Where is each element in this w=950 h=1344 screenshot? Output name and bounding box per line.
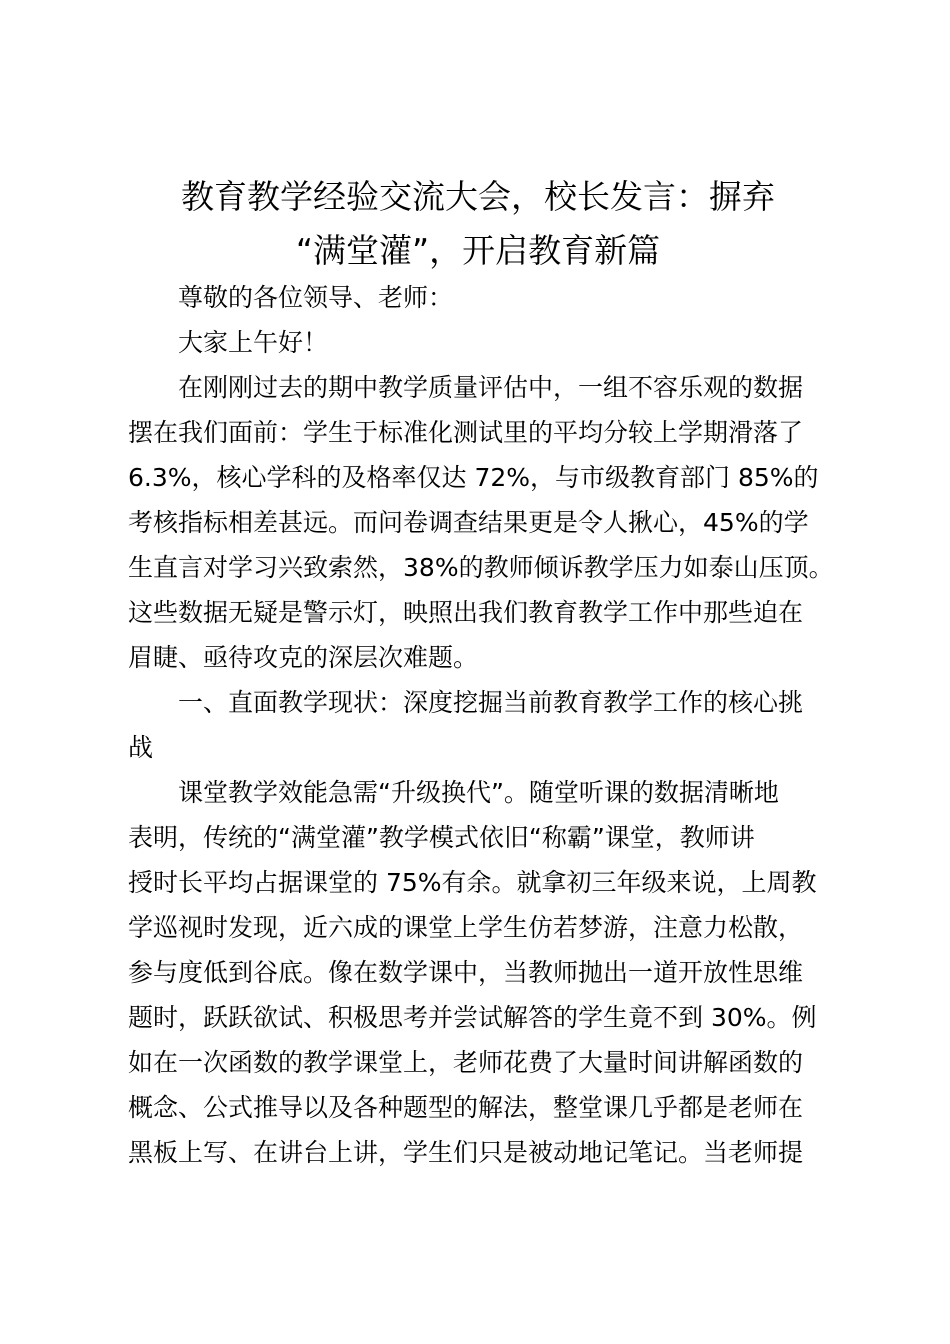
paragraph-1-line-1: 在刚刚过去的期中教学质量评估中，一组不容乐观的数据 [178,373,804,402]
paragraph-2-line-4: 学巡视时发现，近六成的课堂上学生仿若梦游，注意力松散， [128,913,804,942]
paragraph-1-line-5: 生直言对学习兴致索然，38%的教师倾诉教学压力如泰山压顶。 [128,553,834,582]
section-1-heading-line-2: 战 [128,733,154,762]
paragraph-1-line-6: 这些数据无疑是警示灯，映照出我们教育教学工作中那些迫在 [128,598,804,627]
salutation: 尊敬的各位领导、老师： [178,283,454,312]
paragraph-1-line-7: 眉睫、亟待攻克的深层次难题。 [128,643,479,672]
paragraph-2-line-9: 黑板上写、在讲台上讲，学生们只是被动地记笔记。当老师提 [128,1138,804,1167]
title-line-2: “满堂灌”，开启教育新篇 [295,231,661,270]
document-title [128,170,828,278]
paragraph-2-line-2: 表明，传统的“满堂灌”教学模式依旧“称霸”课堂，教师讲 [128,823,755,852]
paragraph-2-line-6: 题时，跃跃欲试、积极思考并尝试解答的学生竟不到 30%。例 [128,1003,817,1032]
greeting: 大家上午好！ [178,328,329,357]
paragraph-1-line-4: 考核指标相差甚远。而问卷调查结果更是令人揪心，45%的学 [128,508,809,537]
section-1-heading-line-1: 一、直面教学现状：深度挖掘当前教育教学工作的核心挑 [178,688,804,717]
paragraph-2-line-5: 参与度低到谷底。像在数学课中，当教师抛出一道开放性思维 [128,958,804,987]
paragraph-1-line-3: 6.3%，核心学科的及格率仅达 72%，与市级教育部门 85%的 [128,463,819,492]
paragraph-2-line-7: 如在一次函数的教学课堂上，老师花费了大量时间讲解函数的 [128,1048,804,1077]
title-line-1: 教育教学经验交流大会，校长发言：摒弃 [181,177,775,216]
paragraph-2-line-1: 课堂教学效能急需“升级换代”。随堂听课的数据清晰地 [178,778,779,807]
paragraph-1-line-2: 摆在我们面前：学生于标准化测试里的平均分较上学期滑落了 [128,418,804,447]
paragraph-2-line-3: 授时长平均占据课堂的 75%有余。就拿初三年级来说，上周教 [128,868,817,897]
paragraph-2-line-8: 概念、公式推导以及各种题型的解法，整堂课几乎都是老师在 [128,1093,804,1122]
